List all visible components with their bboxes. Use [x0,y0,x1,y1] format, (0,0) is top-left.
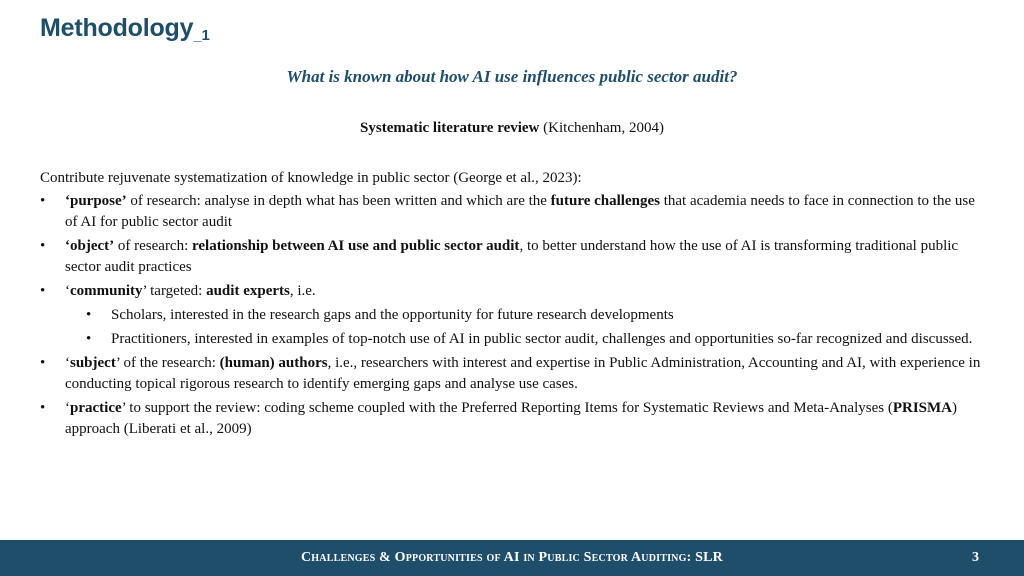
content-body [40,168,990,443]
practice-text-2: ) approach (Liberati et al., 2009) [65,400,957,437]
footer-bar [0,540,1024,576]
subject-bold: (human) authors [219,355,328,371]
sub-bullet-text: Practitioners, interested in examples of top-notch use of AI in public sector audit, challenges and opportunities so-far recognized and discussed. [111,331,973,347]
practice-quote-open: ‘ [65,400,70,416]
practice-bold: PRISMA [892,400,952,416]
slide-title [40,14,210,43]
method-line [0,120,1024,137]
bullet-object [40,236,990,278]
bullet-subject [40,353,990,395]
purpose-text-1: of research: analyse in depth what has been written and which are the [126,193,551,209]
slide-title-text: Methodology [40,14,194,42]
bullet-marker: • [40,283,46,299]
page-number: 3 [972,550,979,565]
purpose-text-2: that academia needs to face in connection to the use of AI for public sector audit [65,193,975,230]
community-bold: audit experts [206,283,290,299]
purpose-bold: future challenges [550,193,660,209]
community-quote-open: ‘ [65,283,70,299]
sub-bullet-practitioners [40,329,990,350]
subject-quote-open: ‘ [65,355,70,371]
sub-bullet-marker: • [86,331,92,347]
method-citation: (Kitchenham, 2004) [539,120,664,136]
bullet-purpose [40,191,990,233]
bullet-marker: • [40,400,46,416]
object-bold: relationship between AI use and public sector audit [192,238,520,254]
subject-text-1: ’ of the research: [115,355,220,371]
object-text-1: of research: [114,238,193,254]
bullet-marker: • [40,193,46,209]
intro-text: Contribute rejuvenate systematization of knowledge in public sector (George et al., 2023): [40,170,582,186]
bullet-community [40,281,990,302]
sub-bullet-text: Scholars, interested in the research gaps and the opportunity for future research developments [111,307,674,323]
subject-key: subject [70,355,116,371]
bullet-practice [40,398,990,440]
bullet-marker: • [40,355,46,371]
purpose-key: ‘purpose’ [65,193,127,209]
research-question: What is known about how AI use influences public sector audit? [286,67,738,86]
slide-title-subscript: _1 [193,27,210,44]
bullet-marker: • [40,238,46,254]
subject-text-2: , i.e., researchers with interest and expertise in Public Administration, Accounting and AI, with experience in conducting topical rigorous research to identify emerging gaps and analyse use cases. [65,355,981,392]
method-name: Systematic literature review [360,120,540,136]
footer-title: Challenges & Opportunities of AI in Public Sector Auditing: SLR [301,550,723,565]
sub-bullet-scholars [40,305,990,326]
object-key: ‘object’ [65,238,115,254]
practice-text-1: ’ to support the review: coding scheme coupled with the Preferred Reporting Items for Systematic Reviews and Meta-Analyses ( [121,400,893,416]
practice-key: practice [70,400,122,416]
object-text-2: , to better understand how the use of AI is transforming traditional public sector audit practices [65,238,959,275]
community-text-2: , i.e. [289,283,316,299]
community-key: community [70,283,143,299]
sub-bullet-marker: • [86,307,92,323]
community-text-1: ’ targeted: [142,283,207,299]
